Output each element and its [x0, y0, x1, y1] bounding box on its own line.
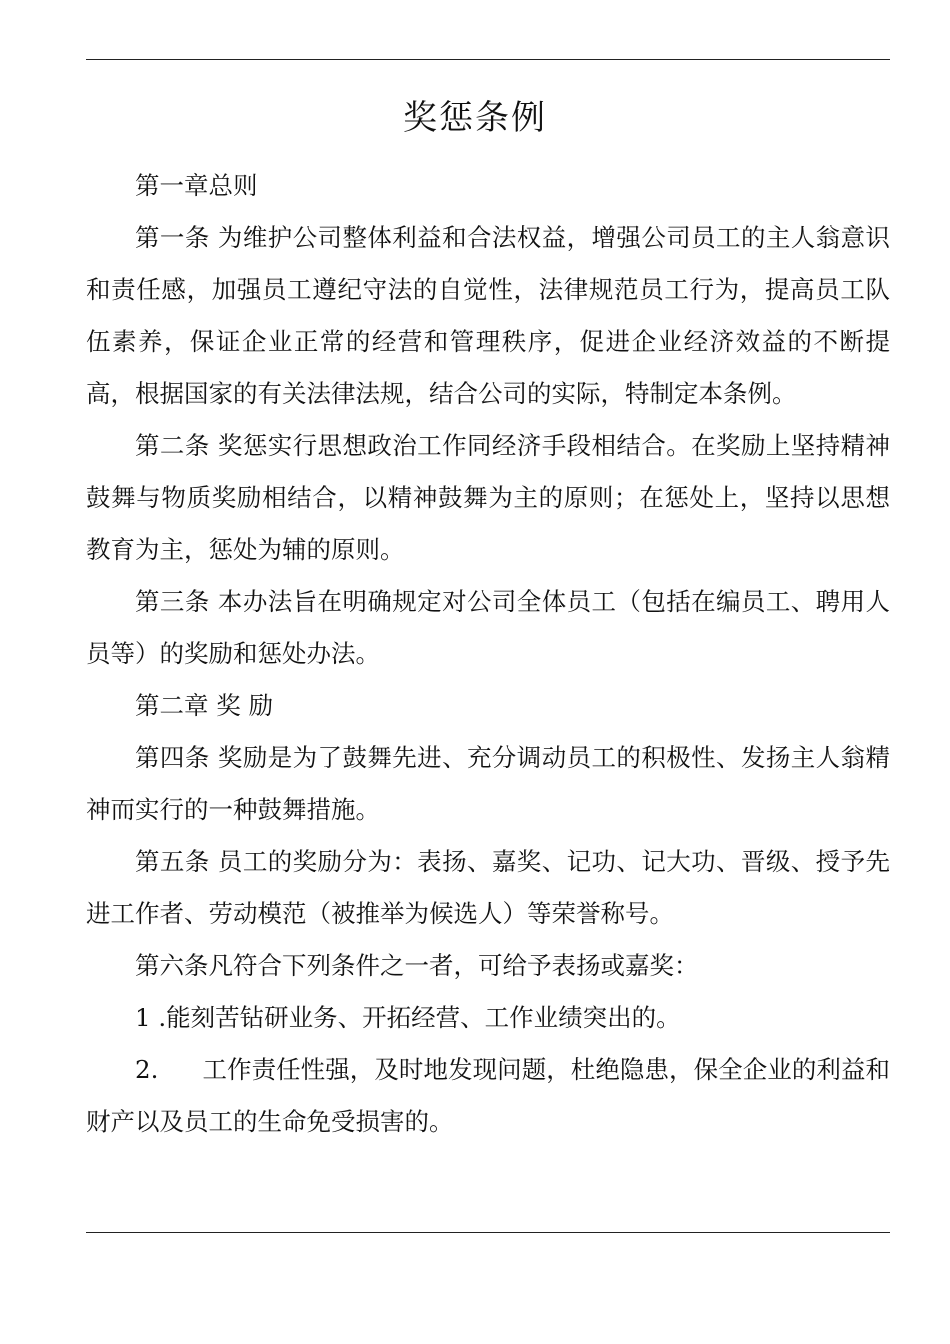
chapter-heading: 第一章总则	[135, 171, 258, 200]
article-paragraph: 第四条 奖励是为了鼓舞先进、充分调动员工的积极性、发扬主人翁精神而实行的一种鼓舞措施。	[86, 743, 890, 824]
chapter-heading: 第二章 奖 励	[135, 691, 274, 720]
document-body	[86, 160, 890, 1148]
document-title: 奖惩条例	[403, 98, 547, 138]
article-paragraph: 第三条 本办法旨在明确规定对公司全体员工（包括在编员工、聘用人员等）的奖励和惩处办法。	[86, 587, 890, 668]
header-rule	[86, 59, 890, 60]
article-paragraph: 第一条 为维护公司整体利益和合法权益，增强公司员工的主人翁意识和责任感，加强员工遵纪守法的自觉性，法律规范员工行为，提高员工队伍素养，保证企业正常的经营和管理秩序，促进企业经济效益的不断提高，根据国家的有关法律法规，结合公司的实际，特制定本条例。	[86, 223, 890, 408]
article-paragraph: 第二条 奖惩实行思想政治工作同经济手段相结合。在奖励上坚持精神鼓舞与物质奖励相结合，以精神鼓舞为主的原则；在惩处上，坚持以思想教育为主，惩处为辅的原则。	[86, 431, 890, 564]
list-item	[86, 1044, 890, 1148]
article-paragraph: 第五条 员工的奖励分为：表扬、嘉奖、记功、记大功、晋级、授予先进工作者、劳动模范（被推举为候选人）等荣誉称号。	[86, 847, 890, 928]
list-item-number: 2.	[135, 1055, 159, 1084]
article-paragraph: 第六条凡符合下列条件之一者，可给予表扬或嘉奖：	[135, 951, 699, 980]
footer-rule	[86, 1232, 890, 1233]
list-item-text: 工作责任性强，及时地发现问题，杜绝隐患，保全企业的利益和财产以及员工的生命免受损害的。	[86, 1055, 890, 1136]
list-item: 1 .能刻苦钻研业务、开拓经营、工作业绩突出的。	[135, 1003, 681, 1032]
